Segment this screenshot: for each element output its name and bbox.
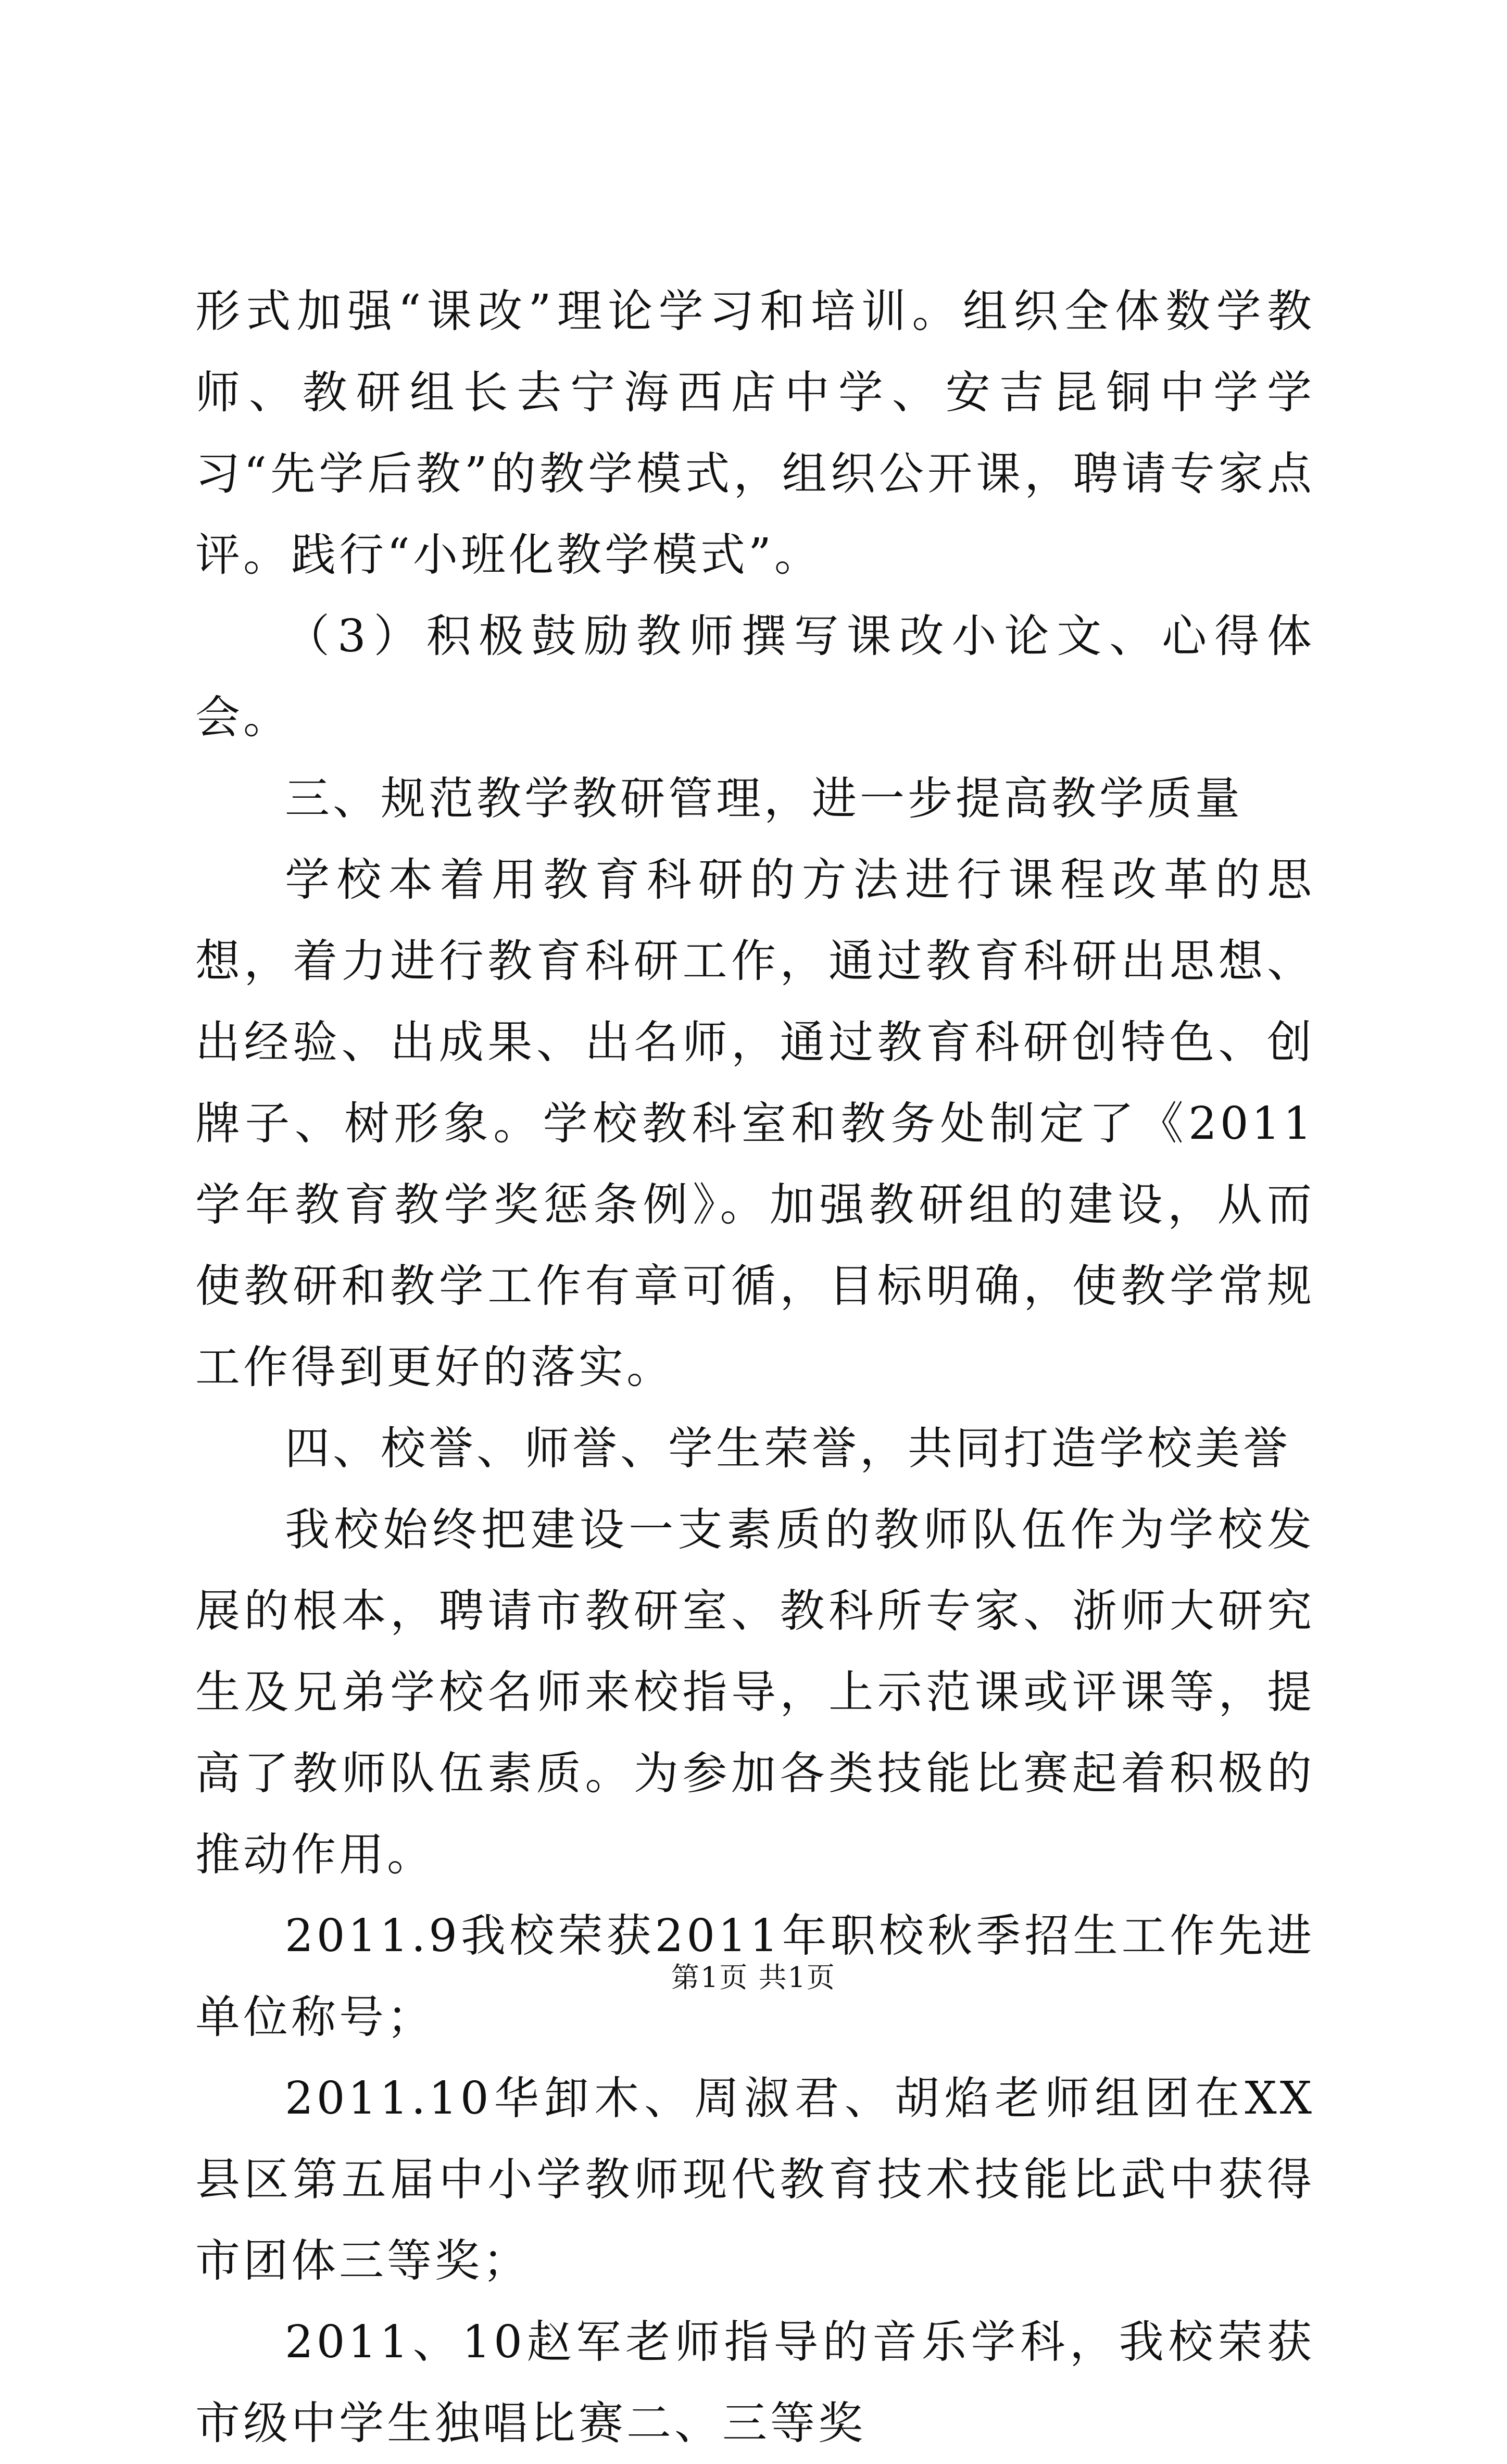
- section-heading-4: 四、校誉、师誉、学生荣誉，共同打造学校美誉: [285, 1423, 1291, 1475]
- page-footer: 第1页 共1页: [671, 1961, 836, 1994]
- paragraph-continuation: 形式加强“课改”理论学习和培训。组织全体数学教师、教研组长去宁海西店中学、安吉昆铜中学学习“先学后教”的教学模式，组织公开课，聘请专家点评。践行“小班化教学模式”。: [195, 285, 1315, 581]
- award-item: 2011.10华卸木、周淑君、胡焰老师组团在XX县区第五届中小学教师现代教育技术技能比武中获得市团体三等奖；: [195, 2072, 1315, 2287]
- paragraph-item-3: （3）积极鼓励教师撰写课改小论文、心得体会。: [195, 610, 1315, 744]
- award-item: 2011、10赵军老师指导的音乐学科，我校荣获市级中学生独唱比赛二、三等奖: [195, 2316, 1315, 2449]
- section-heading-3: 三、规范教学教研管理，进一步提高教学质量: [285, 773, 1243, 825]
- document-body: [195, 271, 1315, 2464]
- award-item: 2011.9我校荣获2011年职校秋季招生工作先进单位称号；: [195, 1910, 1315, 2043]
- paragraph-teachers: 我校始终把建设一支素质的教师队伍作为学校发展的根本，聘请市教研室、教科所专家、浙师大研究生及兄弟学校名师来校指导，上示范课或评课等，提高了教师队伍素质。为参加各类技能比赛起着积极的推动作用。: [195, 1504, 1315, 1881]
- paragraph-research: 学校本着用教育科研的方法进行课程改革的思想，着力进行教育科研工作，通过教育科研出思想、出经验、出成果、出名师，通过教育科研创特色、创牌子、树形象。学校教科室和教务处制定了《2011学年教育教学奖惩条例》。加强教研组的建设，从而使教研和教学工作有章可循，目标明确，使教学常规工作得到更好的落实。: [195, 854, 1315, 1393]
